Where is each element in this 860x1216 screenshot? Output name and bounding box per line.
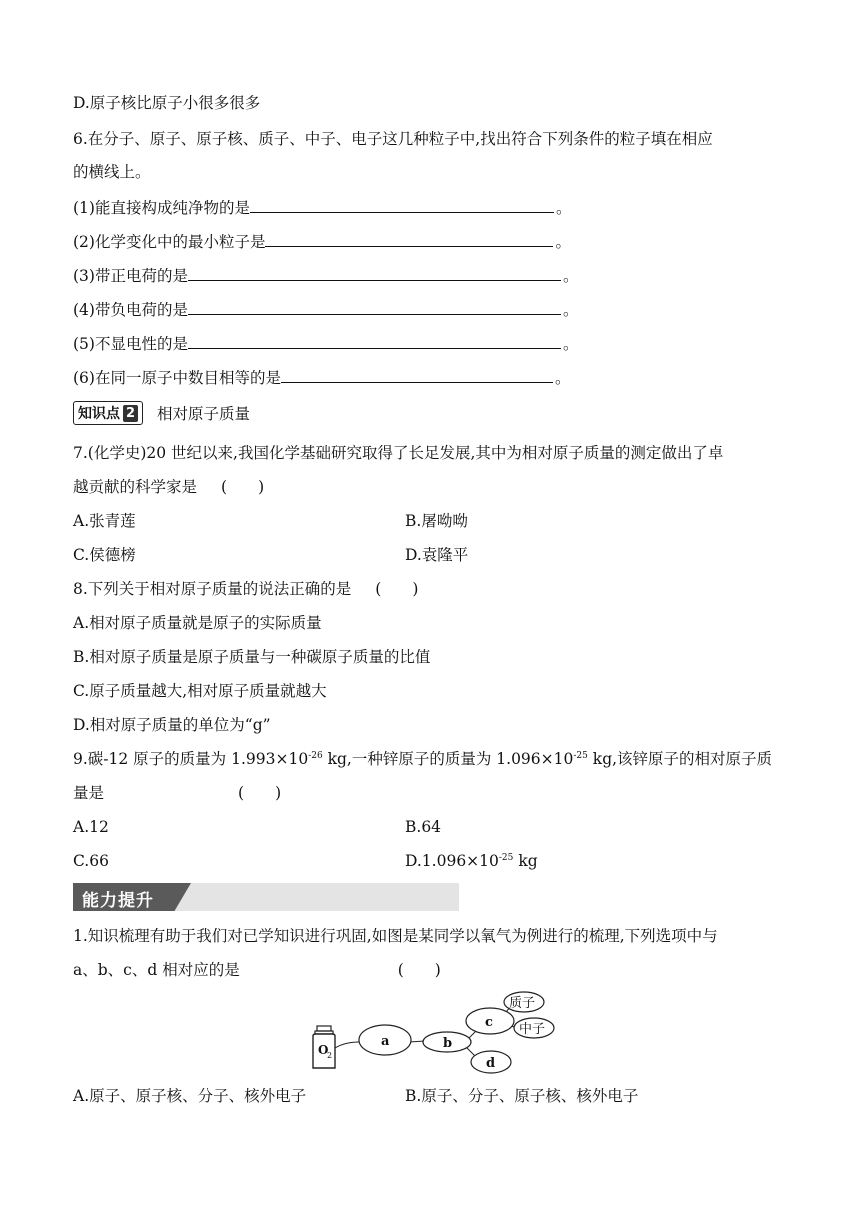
q6-item-4 bbox=[73, 298, 578, 321]
q9-option-d bbox=[405, 850, 538, 872]
q9-option-d-exponent: -25 bbox=[498, 853, 514, 863]
q7-stem-line1: 7.(化学史)20 世纪以来,我国化学基础研究取得了长足发展,其中为相对原子质量的测定做出了卓 bbox=[73, 444, 724, 462]
section-heading bbox=[73, 401, 250, 425]
oxygen-knowledge-diagram bbox=[305, 990, 565, 1074]
q7-option-c: C.侯德榜 bbox=[73, 546, 136, 564]
q6-stem-line2: 的横线上。 bbox=[73, 163, 151, 181]
section-tag-badge bbox=[73, 401, 143, 425]
proton-label: 质子 bbox=[509, 996, 536, 1011]
q9-stem-line2 bbox=[73, 782, 281, 804]
period: 。 bbox=[562, 335, 579, 353]
diagram-svg bbox=[305, 990, 565, 1074]
bottle-label-subscript: 2 bbox=[327, 1051, 333, 1060]
answer-parentheses[interactable]: ( ) bbox=[397, 961, 441, 979]
ability-q1-stem-line1: 1.知识梳理有助于我们对已学知识进行巩固,如图是某同学以氧气为例进行的梳理,下列选项中与 bbox=[73, 927, 718, 945]
q6-item-label: (2)化学变化中的最小粒子是 bbox=[73, 233, 266, 251]
q9-exponent-2: -25 bbox=[573, 751, 588, 761]
q6-item-5 bbox=[73, 332, 578, 355]
q9-stem-line1 bbox=[73, 748, 772, 770]
oxygen-bottle-icon bbox=[313, 1026, 335, 1068]
q9-stem-part2: kg,一种锌原子的质量为 1.096×10 bbox=[322, 750, 574, 768]
q9-option-a: A.12 bbox=[73, 818, 109, 836]
q7-stem-text: 越贡献的科学家是 bbox=[73, 478, 198, 496]
q7-option-b: B.屠呦呦 bbox=[405, 512, 468, 530]
q9-stem-part3: kg,该锌原子的相对原子质 bbox=[587, 750, 773, 768]
q8-option-c: C.原子质量越大,相对原子质量就越大 bbox=[73, 682, 327, 700]
answer-blank[interactable] bbox=[188, 298, 561, 315]
section-tag-number: 2 bbox=[123, 405, 138, 422]
q6-item-label: (3)带正电荷的是 bbox=[73, 267, 188, 285]
period: 。 bbox=[555, 199, 572, 217]
q6-item-label: (6)在同一原子中数目相等的是 bbox=[73, 369, 281, 387]
q6-item-1 bbox=[73, 196, 571, 219]
answer-blank[interactable] bbox=[281, 366, 553, 383]
node-b-label: b bbox=[443, 1036, 453, 1051]
q9-option-c: C.66 bbox=[73, 852, 109, 870]
period: 。 bbox=[562, 267, 579, 285]
period: 。 bbox=[562, 301, 579, 319]
answer-parentheses[interactable]: ( ) bbox=[375, 580, 419, 598]
q7-option-a: A.张青莲 bbox=[73, 512, 136, 530]
ability-q1-option-b: B.原子、分子、原子核、核外电子 bbox=[405, 1087, 639, 1105]
q6-stem-line1: 6.在分子、原子、原子核、质子、中子、电子这几种粒子中,找出符合下列条件的粒子填在相应 bbox=[73, 130, 713, 148]
ability-banner bbox=[73, 883, 459, 911]
q8-option-b: B.相对原子质量是原子质量与一种碳原子质量的比值 bbox=[73, 648, 431, 666]
q7-stem-line2 bbox=[73, 476, 264, 498]
section-title: 相对原子质量 bbox=[157, 405, 251, 423]
q6-item-3 bbox=[73, 264, 578, 287]
q9-exponent-1: -26 bbox=[308, 751, 323, 761]
answer-blank[interactable] bbox=[188, 264, 561, 281]
section-tag-label: 知识点 bbox=[78, 406, 120, 422]
node-d-label: d bbox=[486, 1056, 496, 1071]
q6-item-label: (4)带负电荷的是 bbox=[73, 301, 188, 319]
q9-stem-part1: 9.碳-12 原子的质量为 1.993×10 bbox=[73, 750, 309, 768]
q6-item-label: (1)能直接构成纯净物的是 bbox=[73, 199, 250, 217]
answer-parentheses[interactable]: ( ) bbox=[221, 478, 265, 496]
bottle-label: O bbox=[318, 1043, 329, 1057]
answer-blank[interactable] bbox=[188, 332, 561, 349]
q8-option-d: D.相对原子质量的单位为“g” bbox=[73, 716, 271, 734]
q8-stem bbox=[73, 578, 418, 600]
answer-parentheses[interactable]: ( ) bbox=[238, 784, 282, 802]
period: 。 bbox=[555, 233, 571, 251]
ability-q1-stem-line2 bbox=[73, 959, 441, 981]
q8-option-a: A.相对原子质量就是原子的实际质量 bbox=[73, 614, 322, 632]
q6-item-label: (5)不显电性的是 bbox=[73, 335, 188, 353]
answer-blank[interactable] bbox=[250, 196, 554, 213]
period: 。 bbox=[554, 369, 571, 387]
q6-item-2 bbox=[73, 230, 571, 253]
neutron-label: 中子 bbox=[519, 1022, 546, 1037]
ability-q1-option-a: A.原子、原子核、分子、核外电子 bbox=[73, 1087, 307, 1105]
banner-label: 能力提升 bbox=[82, 891, 154, 911]
ability-q1-stem-text: a、b、c、d 相对应的是 bbox=[73, 961, 240, 979]
q6-item-6 bbox=[73, 366, 570, 389]
q9-option-b: B.64 bbox=[405, 818, 442, 836]
q5-option-d: D.原子核比原子小很多很多 bbox=[73, 94, 261, 112]
node-c-label: c bbox=[485, 1015, 493, 1030]
q8-stem-text: 8.下列关于相对原子质量的说法正确的是 bbox=[73, 580, 352, 598]
q9-option-d-unit: kg bbox=[513, 852, 538, 870]
node-a-label: a bbox=[381, 1034, 390, 1049]
answer-blank[interactable] bbox=[265, 230, 553, 247]
q9-stem-text: 量是 bbox=[73, 784, 105, 802]
q9-option-d-base: D.1.096×10 bbox=[405, 852, 499, 870]
q7-option-d: D.袁隆平 bbox=[405, 546, 469, 564]
